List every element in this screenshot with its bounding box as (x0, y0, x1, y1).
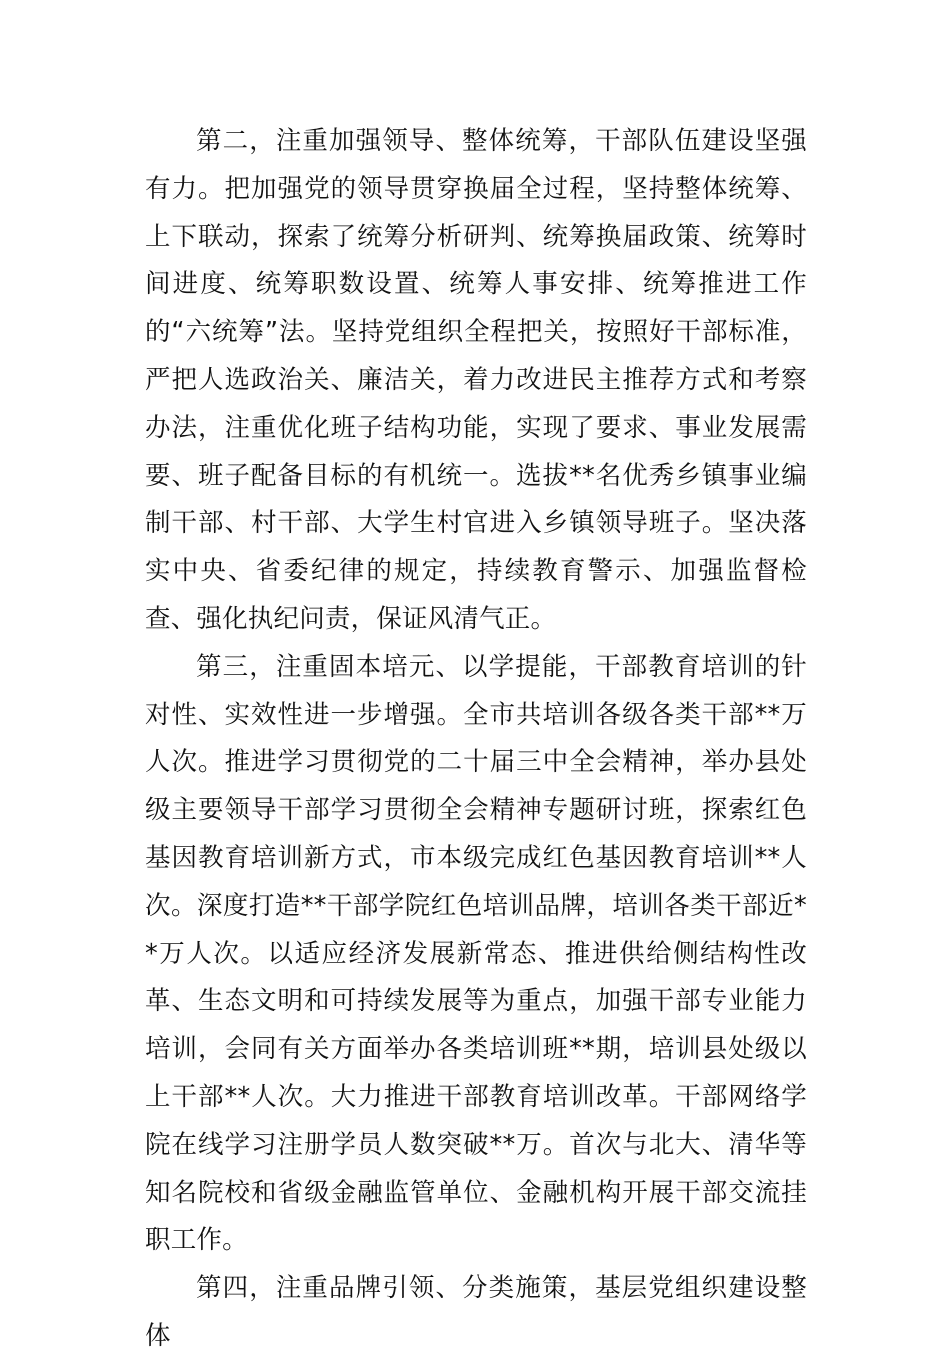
paragraph-grassroots-party: 第四，注重品牌引领、分类施策，基层党组织建设整体 (145, 1273, 807, 1351)
paragraph-cadre-team: 第二，注重加强领导、整体统筹，干部队伍建设坚强有力。把加强党的领导贯穿换届全过程，坚持整体统筹、上下联动，探索了统筹分析研判、统筹换届政策、统筹时间进度、统筹职数设置、统筹人事安排、统筹推进工作的“六统筹”法。坚持党组织全程把关，按照好干部标准，严把人选政治关、廉洁关，着力改进民主推荐方式和考察办法，注重优化班子结构功能，实现了要求、事业发展需要、班子配备目标的有机统一。选拔**名优秀乡镇事业编制干部、村干部、大学生村官进入乡镇领导班子。坚决落实中央、省委纪律的规定，持续教育警示、加强监督检查、强化执纪问责，保证风清气正。 (145, 126, 807, 634)
paragraph-cadre-training: 第三，注重固本培元、以学提能，干部教育培训的针对性、实效性进一步增强。全市共培训各级各类干部**万人次。推进学习贯彻党的二十届三中全会精神，举办县处级主要领导干部学习贯彻全会精神专题研讨班，探索红色基因教育培训新方式，市本级完成红色基因教育培训**人次。深度打造**干部学院红色培训品牌，培训各类干部近**万人次。以适应经济发展新常态、推进供给侧结构性改革、生态文明和可持续发展等为重点，加强干部专业能力培训，会同有关方面举办各类培训班**期，培训县处级以上干部**人次。大力推进干部教育培训改革。干部网络学院在线学习注册学员人数突破**万。首次与北大、清华等知名院校和省级金融监管单位、金融机构开展干部交流挂职工作。 (145, 651, 807, 1256)
document-body (145, 118, 807, 1361)
